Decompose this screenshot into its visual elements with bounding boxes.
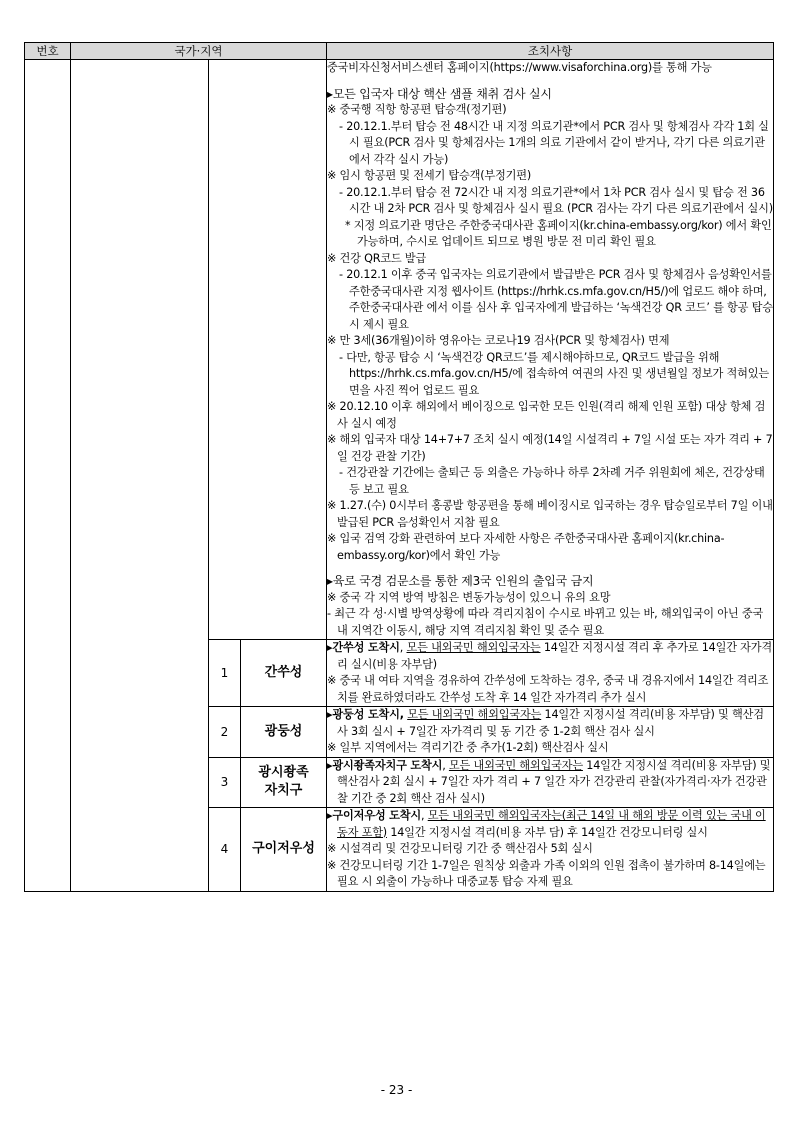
region-measures: ▸간쑤성 도착시, 모든 내외국민 해외입국자는 14일간 지정시설 격리 후 추가로 14일간 자가격리 실시(비용 자부담) ※ 중국 내 여타 지역을 경유하여 간쑤성에 도착하는 경우, 중국 내 경유지에서 14일간 격리조치를 완료하였더라도 간쑤성 도착 후 14 일간 자가격리 추가 실시 xyxy=(327,640,774,707)
note-regular-flights: ※ 중국행 직항 항공편 탑승객(정기편) xyxy=(327,103,507,116)
measure-text: 14일간 지정시설 격리(비용 자부 담) 후 14일간 건강모니터링 실시 xyxy=(386,825,708,839)
note-beijing-antibody: ※ 20.12.10 이후 해외에서 베이징으로 입국한 모든 인원(격리 해제 인원 포함) 대상 항체 검사 실시 예정 xyxy=(327,400,766,430)
measure-text: 14일간 지정시설 격리(비용 자부담) 및 핵산검사 3회 실시 + 7일간 자가격리 및 동 기간 중 1-2회 핵산 검사 실시 xyxy=(337,708,764,738)
region-cell-empty xyxy=(209,60,327,640)
country-cell-empty xyxy=(71,60,209,892)
main-measures-row xyxy=(25,60,774,640)
table-header-row xyxy=(25,43,774,60)
dash-health-observation: - 건강관찰 기간에는 출퇴근 등 외출은 가능하나 하루 2차례 거주 위원회에 체온, 건강상태 등 보고 필요 xyxy=(339,466,765,496)
header-measures: 조치사항 xyxy=(327,43,774,60)
region-measures: ▸광시좡족자치구 도착시, 모든 내외국민 해외입국자는 14일간 지정시설 격리(비용 자부담) 및 핵산검사 2회 실시 + 7일간 자가 격리 + 7 일간 자가 건강관리 관찰(자가격리·자가 건강관찰 기간 중 2회 핵산 검사 실시) xyxy=(327,757,774,808)
region-note: ※ 건강모니터링 기간 1-7일은 원칙상 외출과 가족 이외의 인원 접촉이 불가하며 8-14일에는 필요 시 외출이 가능하나 대중교통 탑승 자제 필요 xyxy=(327,858,766,888)
header-country-region: 국가·지역 xyxy=(71,43,327,60)
region-name: 구이저우성 xyxy=(241,808,327,892)
region-number: 3 xyxy=(209,757,241,808)
target-group: 모든 내외국민 해외입국자는 xyxy=(406,641,541,654)
note-health-qr: ※ 건강 QR코드 발급 xyxy=(327,251,427,265)
region-note: ※ 일부 지역에서는 격리기간 중 추가(1-2회) 핵산검사 실시 xyxy=(327,741,609,754)
region-note: ※ 중국 내 여타 지역을 경유하여 간쑤성에 도착하는 경우, 중국 내 경유지에서 14일간 격리조치를 완료하였더라도 간쑤성 도착 후 14 일간 자가격리 추가 실시 xyxy=(327,674,769,704)
note-hongkong-flights: ※ 1.27.(수) 0시부터 홍콩발 항공편을 통해 베이징시로 입국하는 경우 탑승일로부터 7일 이내 발급된 PCR 음성확인서 지참 필요 xyxy=(327,499,773,529)
arrival-label: ▸광시좡족자치구 도착시 xyxy=(327,758,443,772)
region-note: ※ 시설격리 및 건강모니터링 기간 중 핵산검사 5회 실시 xyxy=(327,842,593,855)
bullet-nucleic-test: ▸모든 입국자 대상 핵산 샘플 채취 검사 실시 xyxy=(327,86,552,101)
region-number: 2 xyxy=(209,707,241,758)
target-group: 모든 내외국민 해외입국자는(최근 14일 내 해외 방문 이력 있는 국내 이동자 포함) xyxy=(337,809,766,839)
measure-text: 14일간 지정시설 격리 후 추가로 14일간 자가격리 실시(비용 자부담) xyxy=(337,641,772,671)
region-name: 간쑤성 xyxy=(241,640,327,707)
footnote-designated-hospitals: * 지정 의료기관 명단은 주한중국대사관 홈페이지(kr.china-embassy.org/kor) 에서 확인 가능하며, 수시로 업데이트 되므로 병원 방문 전 미리 확인 필요 xyxy=(345,218,772,248)
note-charter-flights: ※ 임시 항공편 및 전세기 탑승객(부정기편) xyxy=(327,169,532,182)
region-number: 4 xyxy=(209,808,241,892)
region-measures xyxy=(327,707,774,758)
dash-regional-quarantine: - 최근 각 성·시별 방역상황에 따라 격리지침이 수시로 바뀌고 있는 바, 해외입국이 아닌 중국 내 지역간 이동시, 해당 지역 격리지침 확인 및 준수 필요 xyxy=(327,607,764,637)
dash-infant-qr: - 다만, 항공 탑승 시 ‘녹색건강 QR코드’를 제시해야하므로, QR코드 발급을 위해 https://hrhk.cs.mfa.gov.cn/H5/에 접속하여 여권의 사진 및 생년월일 정보가 적혀있는 면을 사진 찍어 업로드 필요 xyxy=(339,350,769,397)
region-name: 광시좡족 자치구 xyxy=(241,757,327,808)
note-14-7-7: ※ 해외 입국자 대상 14+7+7 조치 실시 예정(14일 시설격리 + 7일 시설 또는 자가 격리 + 7일 건강 관찰 기간) xyxy=(327,433,773,463)
visa-center-line: 중국비자신청서비스센터 홈페이지(https://www.visaforchina.org)를 통해 가능 xyxy=(327,61,712,74)
target-group: 모든 내외국민 해외입국자는 xyxy=(448,758,583,772)
arrival-label: ▸간쑤성 도착시 xyxy=(327,641,400,654)
dash-regular-flights-pcr: - 20.12.1.부터 탑승 전 48시간 내 지정 의료기관*에서 PCR 검사 및 항체검사 각각 1회 실시 필요(PCR 검사 및 항체검사는 1개의 의료 기관에서 같이 받거나, 각기 다른 의료기관에서 각각 실시 가능) xyxy=(339,119,769,166)
region-name: 광둥성 xyxy=(241,707,327,758)
dash-charter-flights-pcr: - 20.12.1.부터 탑승 전 72시간 내 지정 의료기관*에서 1차 PCR 검사 실시 및 탑승 전 36시간 내 2차 PCR 검사 및 항체검사 실시 필요 (PCR 검사는 각기 다른 의료기관에서 실시) xyxy=(339,185,773,215)
measures-table xyxy=(24,42,774,892)
note-infant-exemption: ※ 만 3세(36개월)이하 영유아는 코로나19 검사(PCR 및 항체검사) 면제 xyxy=(327,334,670,347)
note-regional-policy: ※ 중국 각 지역 방역 방침은 변동가능성이 있으니 유의 요망 xyxy=(327,590,611,604)
note-embassy-details: ※ 입국 검역 강화 관련하여 보다 자세한 사항은 주한중국대사관 홈페이지(kr.china-embassy.org/kor)에서 확인 가능 xyxy=(327,532,725,562)
number-cell-empty xyxy=(25,60,71,892)
dash-health-qr-upload: - 20.12.1 이후 중국 입국자는 의료기관에서 발급받은 PCR 검사 및 항체검사 음성확인서를 주한중국대사관 지정 웹사이트 (https://hrhk.cs.mfa.gov.cn/H5/)에 업로드 해야 하며, 주한중국대사관 에서 이를 심사 후 입국자에게 발급하는 ‘녹색건강 QR 코드’ 를 항공 탑승시 제시 필요 xyxy=(339,268,773,331)
page-number: - 23 - xyxy=(380,1083,413,1097)
region-measures: ▸구이저우성 도착시, 모든 내외국민 해외입국자는(최근 14일 내 해외 방문 이력 있는 국내 이동자 포함) 14일간 지정시설 격리(비용 자부 담) 후 14일간 건강모니터링 실시 ※ 시설격리 및 건강모니터링 기간 중 핵산검사 5회 실시 ※ 건강모니터링 기간 1-7일은 원칙상 외출과 가족 이외의 인원 접촉이 불가하며 8-14일에는 필요 시 외출이 가능하나 대중교통 탑승 자제 필요 xyxy=(327,808,774,892)
main-measures-content xyxy=(327,60,774,640)
target-group: 모든 내외국민 해외입국자는 xyxy=(407,708,542,721)
bullet-land-border: ▸육로 국경 검문소를 통한 제3국 인원의 출입국 금지 xyxy=(327,574,594,588)
header-number: 번호 xyxy=(25,43,71,60)
arrival-label: ▸구이저우성 도착시 xyxy=(327,809,421,822)
region-number: 1 xyxy=(209,640,241,707)
arrival-label: ▸광둥성 도착시, xyxy=(327,708,404,721)
measure-text: 14일간 지정시설 격리(비용 자부담) 및 핵산검사 2회 실시 + 7일간 자가 격리 + 7 일간 자가 건강관리 관찰(자가격리·자가 건강관찰 기간 중 2회 핵산 검사 실시) xyxy=(337,758,771,805)
